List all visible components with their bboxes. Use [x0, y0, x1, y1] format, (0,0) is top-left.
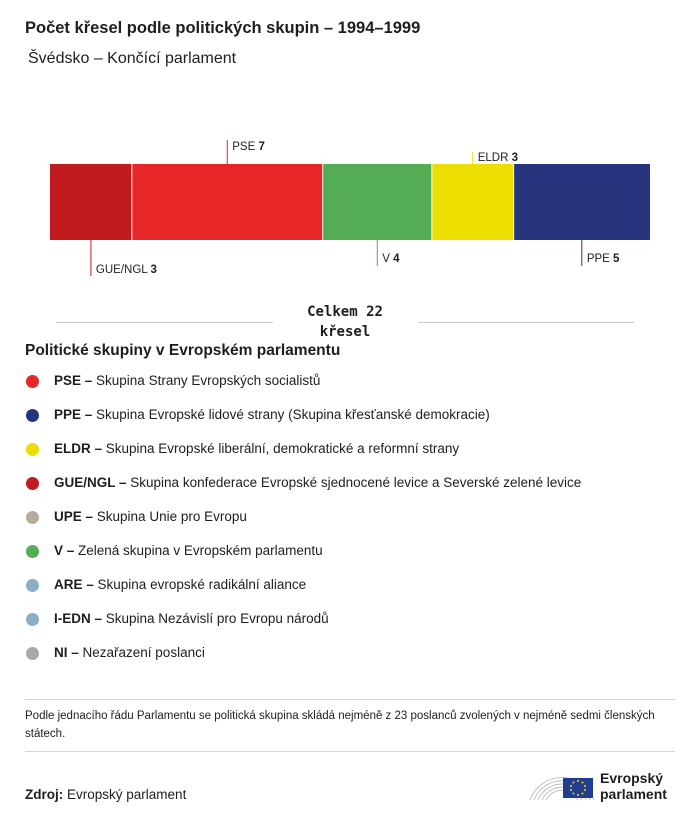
legend-color-dot: [26, 579, 39, 592]
data-label-value: 4: [393, 253, 400, 265]
total-seats-label: Celkem 22 křesel: [307, 304, 383, 340]
legend-item: [25, 372, 581, 406]
legend-text: [54, 576, 306, 594]
legend-item: [25, 576, 581, 610]
legend-label: Skupina Unie pro Evropu: [96, 509, 247, 524]
source-label: Zdroj:: [25, 787, 64, 802]
legend-text: [54, 406, 490, 424]
data-label-value: 7: [258, 141, 265, 153]
data-label-value: 3: [150, 264, 157, 276]
legend-color-dot: [26, 545, 39, 558]
legend-abbr: I-EDN –: [54, 611, 106, 626]
legend-text: [54, 474, 581, 492]
bar-segment-ppe: [514, 164, 650, 240]
legend-abbr: PPE –: [54, 407, 96, 422]
source-value: Evropský parlament: [67, 787, 187, 802]
footnote: Podle jednacího řádu Parlamentu se politická skupina skládá nejméně z 23 poslanců zvolených v nejméně sedmi členských státech.: [25, 710, 655, 740]
legend-text: [54, 372, 320, 390]
legend-label: Zelená skupina v Evropském parlamentu: [78, 543, 323, 558]
data-label-v: [382, 253, 400, 265]
legend-abbr: GUE/NGL –: [54, 475, 130, 490]
legend-item: [25, 610, 581, 644]
total-divider-right: [418, 322, 634, 323]
legend-abbr: NI –: [54, 645, 83, 660]
legend-text: [54, 610, 329, 628]
legend-abbr: V –: [54, 543, 78, 558]
data-label-abbr: GUE/NGL: [95, 264, 151, 276]
legend-item: [25, 644, 581, 678]
legend-color-dot: [26, 647, 39, 660]
legend-label: Skupina evropské radikální aliance: [97, 577, 307, 592]
legend-abbr: PSE –: [54, 373, 96, 388]
legend-text: [54, 542, 323, 560]
legend-color-dot: [26, 511, 39, 524]
total-divider-left: [56, 322, 273, 323]
legend-color-dot: [26, 477, 39, 490]
data-label-gue-ngl: [96, 264, 157, 276]
legend-label: Nezařazení poslanci: [82, 645, 205, 660]
legend-color-dot: [26, 613, 39, 626]
legend-abbr: UPE –: [54, 509, 97, 524]
note-divider-top: [25, 699, 675, 700]
legend-label: Skupina Nezávislí pro Evropu národů: [105, 611, 329, 626]
logo-line-1: Evropský: [600, 770, 664, 786]
legend-item: [25, 508, 581, 542]
logo-line-2: parlament: [600, 786, 667, 802]
data-label-value: 5: [613, 253, 620, 265]
source-line: [25, 787, 186, 802]
legend-label: Skupina Strany Evropských socialistů: [96, 373, 321, 388]
legend-text: [54, 440, 459, 458]
legend-label: Skupina konfederace Evropské sjednocené levice a Severské zelené levice: [130, 475, 582, 490]
chart-subtitle: Švédsko – Končící parlament: [28, 50, 237, 67]
legend-list: [25, 372, 581, 678]
data-label-abbr: PPE: [586, 253, 614, 265]
legend-text: [54, 508, 247, 526]
legend-abbr: ELDR –: [54, 441, 106, 456]
legend-abbr: ARE –: [54, 577, 98, 592]
data-label-abbr: V: [382, 253, 394, 265]
legend-label: Skupina Evropské liberální, demokratické a reformní strany: [105, 441, 460, 456]
data-label-value: 3: [511, 152, 519, 164]
legend-color-dot: [26, 375, 39, 388]
data-label-eldr: [478, 152, 518, 164]
bar-segment-eldr: [432, 164, 514, 240]
stacked-bar-chart: [0, 130, 700, 290]
data-label-abbr: PSE: [232, 141, 259, 153]
chart-title: Počet křesel podle politických skupin – 1994–1999: [25, 19, 421, 37]
legend-item: [25, 542, 581, 576]
bar-segment-gue-ngl: [50, 164, 132, 240]
legend-color-dot: [26, 409, 39, 422]
legend-label: Skupina Evropské lidové strany (Skupina křesťanské demokracie): [96, 407, 490, 422]
legend-item: [25, 406, 581, 440]
data-label-abbr: ELDR: [477, 152, 512, 164]
legend-color-dot: [26, 443, 39, 456]
legend-item: [25, 440, 581, 474]
data-label-pse: [232, 141, 265, 153]
bar-segment-v: [323, 164, 432, 240]
bar-segment-pse: [132, 164, 323, 240]
logo-text: [600, 770, 667, 802]
legend-title: Politické skupiny v Evropském parlamentu: [25, 342, 341, 359]
legend-item: [25, 474, 581, 508]
data-label-ppe: [587, 253, 620, 265]
legend-text: [54, 644, 205, 662]
note-divider-bottom: [25, 751, 675, 752]
